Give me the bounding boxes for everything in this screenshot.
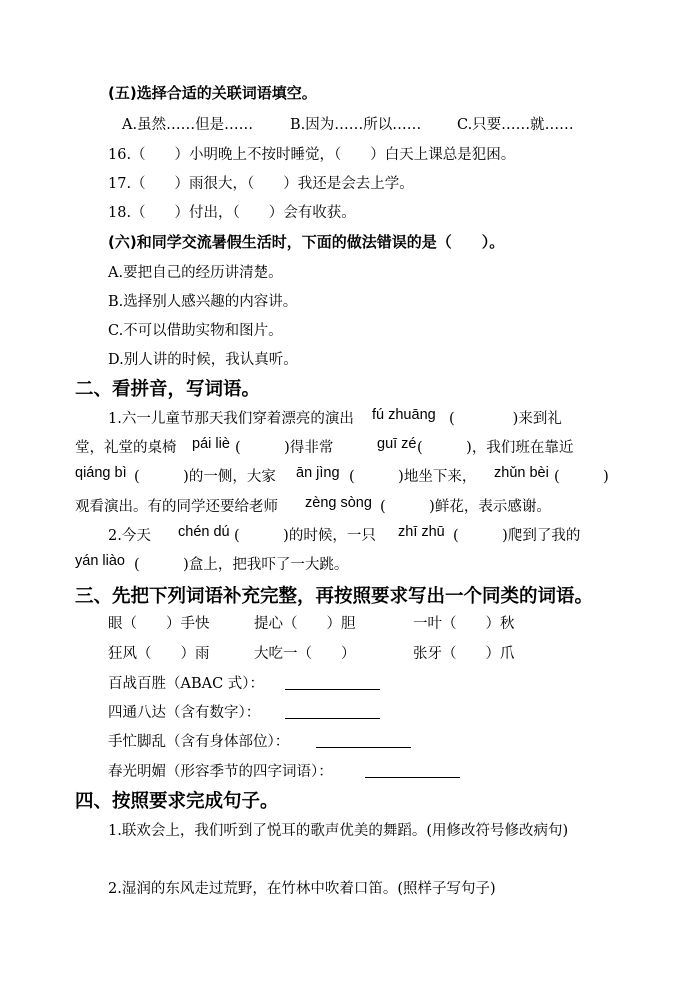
pinyin-chendu: chén dú xyxy=(178,524,230,540)
p2-line2-mid: ( )得非常 xyxy=(235,440,334,456)
section6-title: (六)和同学交流暑假生活时，下面的做法错误的是（ ）。 xyxy=(108,233,505,251)
pinyin-yanliao: yán liào xyxy=(75,553,125,569)
p2-line1-tail: ( )来到礼 xyxy=(449,411,562,427)
pinyin-guize: guī zé xyxy=(377,436,417,452)
p2-line4-text: 观看演出。有的同学还要给老师 xyxy=(75,499,278,515)
part3-heading: 三、先把下列词语补充完整，再按照要求写出一个同类的词语。 xyxy=(75,586,594,607)
idiom-2: 提心（ ）胆 xyxy=(254,616,356,632)
p2-line5-mid: ( )的时候，一只 xyxy=(234,528,376,544)
answer-line-4[interactable] xyxy=(365,777,460,778)
section5-title: (五)选择合适的关联词语填空。 xyxy=(108,84,317,102)
pinyin-pailie: pái liè xyxy=(192,436,230,452)
choice-b: B.选择别人感兴趣的内容讲。 xyxy=(108,294,298,310)
question-18: 18.（ ）付出，（ ）会有收获。 xyxy=(108,205,356,221)
idiom-5: 大吃一（ ） xyxy=(254,646,356,662)
idiom-1: 眼（ ）手快 xyxy=(108,616,210,632)
p3-q2-label: 四通八达（含有数字）： xyxy=(108,705,261,721)
pinyin-zengsong: zèng sòng xyxy=(305,495,372,511)
p2-line2-text: 堂，礼堂的桌椅 xyxy=(75,440,177,456)
pinyin-qiangbi: qiáng bì xyxy=(75,465,127,481)
question-16: 16.（ ）小明晚上不按时睡觉，（ ）白天上课总是犯困。 xyxy=(108,147,516,163)
question-17: 17.（ ）雨很大，（ ）我还是会去上学。 xyxy=(108,176,414,192)
p2-line5-text: 2.今天 xyxy=(108,528,151,544)
p2-line4-tail: ( )鲜花，表示感谢。 xyxy=(380,499,551,515)
p2-line1-text: 1.六一儿童节那天我们穿着漂亮的演出 xyxy=(108,411,354,427)
sentence-2: 2.湿润的东风走过荒野，在竹林中吹着口笛。(照样子写句子) xyxy=(108,881,496,897)
choice-c: C.不可以借助实物和图片。 xyxy=(108,323,283,339)
option-a: A.虽然……但是…… xyxy=(122,117,254,133)
pinyin-fuzhuang: fú zhuāng xyxy=(372,407,436,423)
pinyin-anjing: ān jìng xyxy=(296,465,340,481)
idiom-4: 狂风（ ）雨 xyxy=(108,646,210,662)
p2-line3-mid: ( )地坐下来， xyxy=(349,469,477,485)
sentence-1: 1.联欢会上，我们听到了悦耳的歌声优美的舞蹈。(用修改符号修改病句) xyxy=(108,823,569,839)
pinyin-zhunbei: zhǔn bèi xyxy=(494,465,549,481)
p3-q1-label: 百战百胜（ABAC 式）： xyxy=(108,676,265,692)
choice-d: D.别人讲的时候，我认真听。 xyxy=(108,352,298,368)
answer-line-1[interactable] xyxy=(285,689,380,690)
answer-line-2[interactable] xyxy=(285,718,380,719)
p2-line3-text: ( )的一侧，大家 xyxy=(134,469,276,485)
part2-heading: 二、看拼音，写词语。 xyxy=(75,379,261,400)
p3-q3-label: 手忙脚乱（含有身体部位）： xyxy=(108,734,290,750)
part4-heading: 四、按照要求完成句子。 xyxy=(75,791,279,812)
p3-q4-label: 春光明媚（形容季节的四字词语）： xyxy=(108,764,333,780)
p2-line3-tail: ( ) xyxy=(554,469,609,485)
option-c: C.只要……就…… xyxy=(457,117,574,133)
option-b: B.因为……所以…… xyxy=(290,117,422,133)
pinyin-zhizhu: zhī zhū xyxy=(398,524,445,540)
answer-line-3[interactable] xyxy=(316,747,411,748)
p2-line6-tail: ( )盒上，把我吓了一大跳。 xyxy=(134,557,349,573)
p2-line5-tail: ( )爬到了我的 xyxy=(453,528,581,544)
p2-line2-tail: ( )，我们班在靠近 xyxy=(417,440,574,456)
idiom-6: 张牙（ ）爪 xyxy=(413,646,515,662)
idiom-3: 一叶（ ）秋 xyxy=(413,616,515,632)
choice-a: A.要把自己的经历讲清楚。 xyxy=(108,265,283,281)
